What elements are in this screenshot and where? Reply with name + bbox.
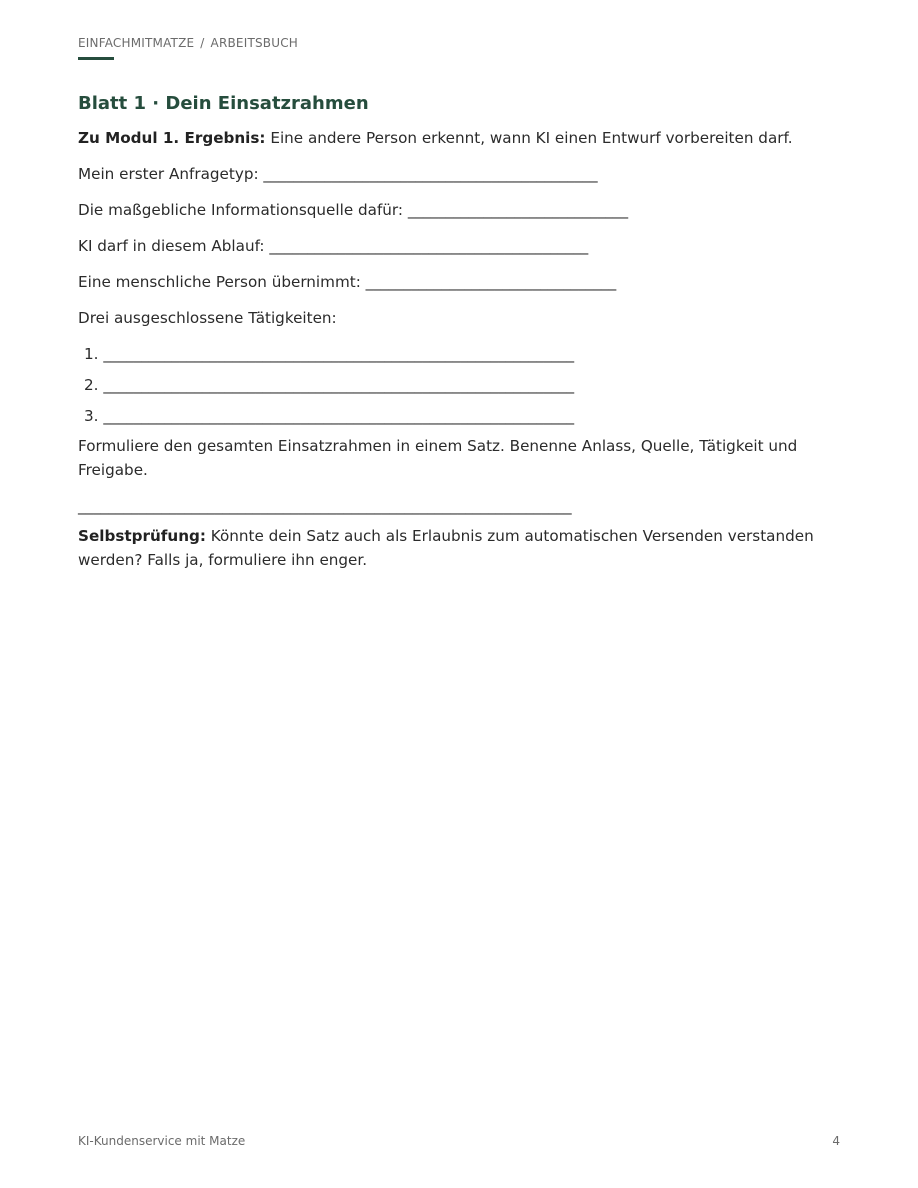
worksheet-content <box>78 92 838 572</box>
intro-paragraph <box>78 126 838 150</box>
excluded-label: Drei ausgeschlossene Tätigkeiten: <box>78 309 337 327</box>
field-menschliche-person: Eine menschliche Person übernimmt: _________________________________ <box>78 273 617 291</box>
page-number: 4 <box>832 1134 840 1148</box>
field-informationsquelle: Die maßgebliche Informationsquelle dafür: _____________________________ <box>78 201 629 219</box>
selfcheck-paragraph <box>78 524 838 572</box>
header-section: ARBEITSBUCH <box>210 36 299 50</box>
running-header <box>78 36 298 50</box>
header-separator: / <box>200 36 205 50</box>
selfcheck-label: Selbstprüfung: <box>78 527 206 545</box>
intro-text: Eine andere Person erkennt, wann KI einen Entwurf vorbereiten darf. <box>265 129 793 147</box>
field-anfragetyp: Mein erster Anfragetyp: ____________________________________________ <box>78 165 598 183</box>
list-item: 1. ______________________________________________________________ <box>84 345 575 363</box>
intro-label: Zu Modul 1. Ergebnis: <box>78 129 266 147</box>
list-item: 2. ______________________________________________________________ <box>84 376 575 394</box>
list-item: 3. ______________________________________________________________ <box>84 407 575 425</box>
summary-answer-line: _________________________________________________________________ <box>78 497 572 515</box>
sheet-title: Blatt 1 · Dein Einsatzrahmen <box>78 93 369 114</box>
footer-title: KI-Kundenservice mit Matze <box>78 1134 246 1148</box>
selfcheck-text: Könnte dein Satz auch als Erlaubnis zum automatischen Versenden verstanden werden? Falls ja, formuliere ihn enger. <box>78 527 814 569</box>
header-accent-rule <box>78 57 114 60</box>
summary-prompt: Formuliere den gesamten Einsatzrahmen in einem Satz. Benenne Anlass, Quelle, Tätigkeit und Freigabe. <box>78 437 798 479</box>
excluded-list <box>78 342 838 428</box>
header-brand: EINFACHMITMATZE <box>78 36 195 50</box>
field-ki-darf: KI darf in diesem Ablauf: __________________________________________ <box>78 237 589 255</box>
